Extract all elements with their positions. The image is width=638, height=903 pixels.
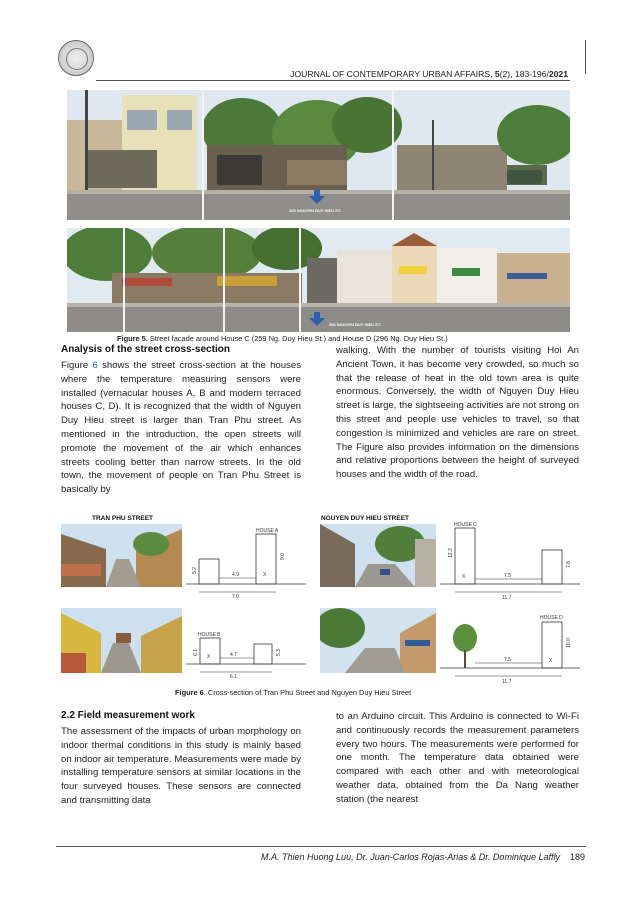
- paragraph-cross-section: Figure 6 shows the street cross-section at the houses where the temperature measuring sensors were installed (vernacular houses A, B and modern terraced houses C, D). It is recognized that the width of Nguyen Duy Hieu street is larger than Tran Phu street. As mentioned in the introduction, the open streets will promote the movement of the air which enhances streets cooling better than narrow streets. In the old town, the movement of people on Tran Phu Street is basically by: [61, 360, 302, 496]
- figure5-photo-bottom: [67, 228, 570, 332]
- footer-rule: [56, 846, 586, 847]
- figure5-caption: Figure 5. Street facade around House C (259 Ng. Duy Hieu St.) and House D (296 Ng. Duy Hieu St.): [117, 334, 448, 343]
- paragraph-arduino: to an Arduino circuit. This Arduino is connected to Wi-Fi and continuously records the measurement parameters every two hours. The measurements were performed for one month. The temperature data obtained were compared with each other and with meteorological weather data, obtained from the Da Nang weather station (the nearest: [336, 711, 579, 805]
- tran-phu-photo-2: [61, 608, 182, 673]
- house-c-left-height: 12.3: [448, 548, 454, 558]
- house-b-x: X: [207, 654, 211, 660]
- house-a-total: 7.0: [232, 594, 239, 600]
- diagram-house-a: [186, 524, 306, 602]
- house-c-x: X: [462, 574, 466, 580]
- nguyen-photo-1: [320, 524, 436, 587]
- tran-phu-photo-1: [61, 524, 182, 587]
- house-a-x: X: [263, 572, 267, 578]
- page-number: 189: [569, 852, 585, 862]
- house-d-label: HOUSE D: [540, 615, 563, 621]
- house-b-gap: 4.7: [230, 652, 237, 658]
- house-c-total: 11.7: [502, 595, 512, 601]
- house-d-total: 11.7: [502, 679, 512, 685]
- house-b-label: HOUSE B: [198, 632, 221, 638]
- figure5-photo-top: [67, 90, 570, 220]
- diagram-house-c: [440, 518, 580, 604]
- house-d-right-height: 10.0: [566, 638, 572, 648]
- diagram-house-d: [440, 606, 580, 686]
- diagram-house-b: [186, 600, 306, 680]
- house-a-right-height: 9.0: [280, 553, 286, 560]
- house-c-gap: 7.5: [504, 573, 511, 579]
- nguyen-title: NGUYEN DUY HIEU STREET: [321, 515, 410, 522]
- house-a-label: HOUSE A: [256, 528, 279, 534]
- header-divider: [585, 40, 586, 74]
- figure6-caption: Figure 6. Cross-section of Tran Phu Street and Nguyen Duy Hieu Street: [175, 688, 412, 697]
- house-b-total: 6.1: [230, 674, 237, 680]
- house-b-left-height: 6.1: [193, 649, 199, 656]
- journal-header: JOURNAL OF CONTEMPORARY URBAN AFFAIRS, 5(2), 183-196/2021: [290, 69, 568, 79]
- house-d-gap: 7.5: [504, 657, 511, 663]
- footer-authors: M.A. Thien Huong Luu, Dr. Juan-Carlos Rojas-Arias & Dr. Dominique Laffly: [261, 852, 560, 862]
- photo-tag-bottom: 296 NGUYEN DUY HIEU ST.: [329, 322, 381, 327]
- paragraph-field-measurement: The assessment of the impacts of urban morphology on indoor thermal conditions in this study is mainly based on indoor air temperature. Measurements were made by installing temperature sensors at similar locations in the four surveyed houses. These sensors are connected and transmitting data: [61, 726, 301, 806]
- house-b-right-height: 5.3: [276, 649, 282, 656]
- photo-tag-top: 259 NGUYEN DUY HIEU ST.: [289, 208, 341, 213]
- house-a-left-height: 5.2: [192, 567, 198, 574]
- section-heading-cross-section: Analysis of the street cross-section: [61, 344, 230, 355]
- footer: [200, 852, 585, 862]
- house-a-gap: 4.9: [232, 572, 239, 578]
- house-c-right-height: 7.8: [566, 561, 572, 568]
- nguyen-photo-2: [320, 608, 436, 673]
- house-c-label: HOUSE C: [454, 522, 477, 528]
- journal-logo: [58, 40, 94, 76]
- section-heading-field-measurement: 2.2 Field measurement work: [61, 710, 195, 721]
- header-rule: [96, 80, 570, 81]
- house-d-x: X: [549, 658, 553, 664]
- tran-phu-title: TRAN PHU STREET: [92, 515, 154, 522]
- paragraph-walking: walking. With the number of tourists visiting Hoi An Ancient Town, it has become very crowded, so much so that the release of heat in the old town area is quite enormous. Conversely, the width of Nguyen Duy Hieu street is large, the sightseeing activities are not strong on this street and people use vehicles to travel, so that congestion is minimized and vehicles are rare on street. The Figure also provides information on the dimensions and relative proportions between the height of surveyed houses and the width of the road.: [336, 345, 579, 481]
